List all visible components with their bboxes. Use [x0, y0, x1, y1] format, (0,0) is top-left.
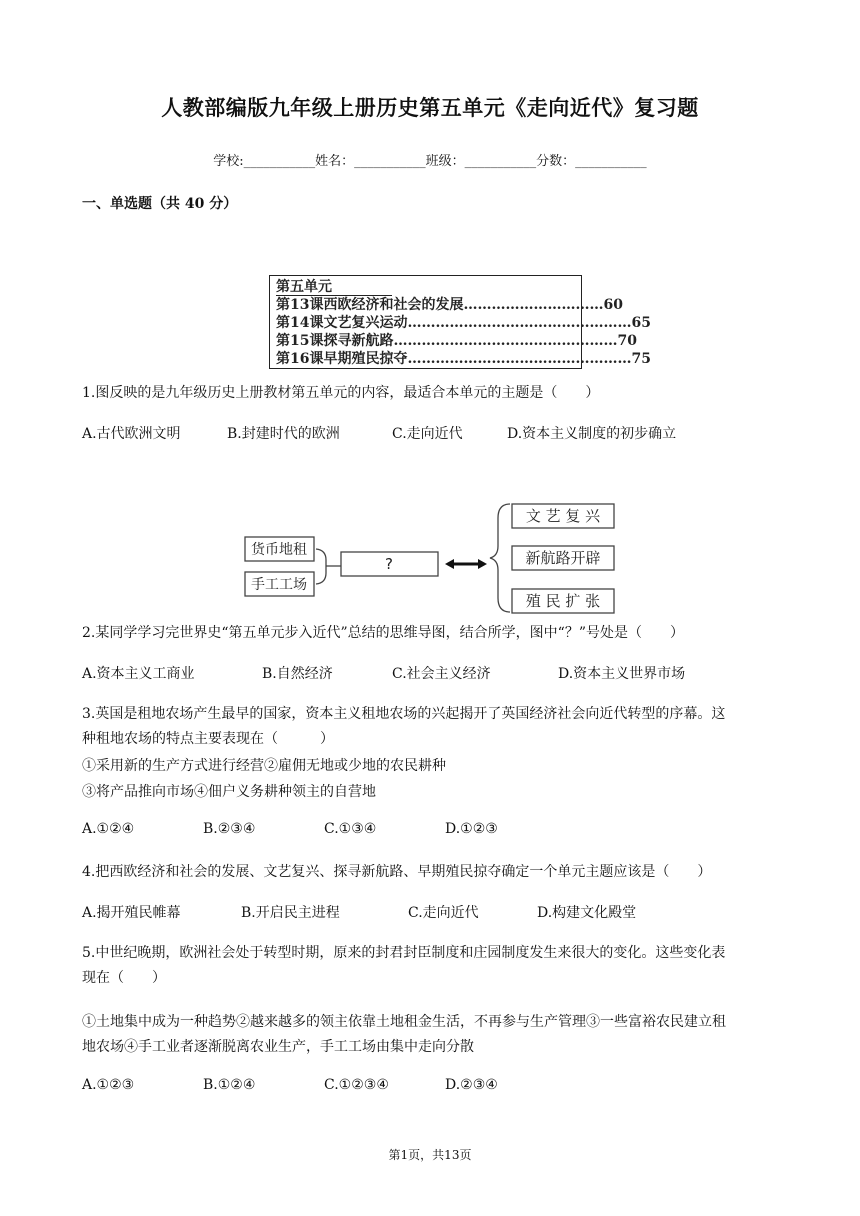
toc-header: 第五单元 [276, 279, 392, 296]
option-c: C.走向近代 [408, 905, 479, 921]
right-brace [490, 504, 510, 612]
option-a: A.揭开殖民帷幕 [82, 905, 181, 921]
option-b: B.①②④ [203, 1077, 256, 1093]
question-5-stem: 5.中世纪晚期，欧洲社会处于转型时期，原来的封君封臣制度和庄园制度发生来很大的变化。这些变化表 [82, 945, 726, 961]
question-3-stem: 3.英国是租地农场产生最早的国家，资本主义租地农场的兴起揭开了英国经济社会向近代转型的序幕。这 [82, 706, 726, 722]
option-a: A.①②③ [82, 1077, 135, 1093]
option-c: C.走向近代 [392, 426, 463, 442]
double-arrow-icon [445, 559, 487, 569]
option-d: D.资本主义制度的初步确立 [507, 426, 677, 442]
option-d: D.构建文化殿堂 [537, 905, 637, 921]
toc-lesson: 第15课 [276, 333, 324, 349]
mindmap-right-label-3: 殖 民 扩 张 [525, 592, 601, 610]
toc-row [276, 350, 651, 368]
page-title: 人教部编版九年级上册历史第五单元《走向近代》复习题 [161, 95, 699, 120]
option-b: B.自然经济 [262, 666, 333, 682]
mindmap-diagram [240, 498, 620, 616]
left-brace [316, 549, 326, 584]
section-heading: 一、单选题（共 40 分） [82, 196, 238, 212]
toc-row [276, 314, 651, 332]
question-3-stem-cont: 种租地农场的特点主要表现在（ ） [82, 731, 334, 747]
option-a: A.①②④ [82, 821, 135, 837]
option-d: D.②③④ [445, 1077, 498, 1093]
option-b: B.封建时代的欧洲 [227, 426, 340, 442]
toc-lesson: 第13课 [276, 297, 324, 313]
question-4-stem: 4.把西欧经济和社会的发展、文艺复兴、探寻新航路、早期殖民掠夺确定一个单元主题应该是（ ） [82, 864, 712, 880]
question-5-items: ①土地集中成为一种趋势②越来越多的领主依靠土地租金生活，不再参与生产管理③一些富裕农民建立租 [82, 1014, 726, 1030]
option-c: C.①②③④ [324, 1077, 389, 1093]
option-a: A.资本主义工商业 [82, 666, 195, 682]
toc-row [276, 332, 637, 350]
toc-lesson: 第14课 [276, 315, 324, 331]
option-b: B.开启民主进程 [241, 905, 340, 921]
question-1-options [82, 423, 676, 443]
toc-row [276, 296, 623, 314]
page-footer: 第1页，共13页 [388, 1148, 472, 1162]
toc-name: 文艺复兴运动………………………………………… [323, 315, 632, 331]
question-5-stem-cont: 现在（ ） [82, 970, 166, 986]
option-a: A.古代欧洲文明 [82, 426, 181, 442]
toc-figure [269, 275, 651, 369]
toc-name: 西欧经济和社会的发展………………………… [323, 297, 604, 313]
question-5-items-cont: 地农场④手工业者逐渐脱离农业生产，手工工场由集中走向分散 [82, 1039, 474, 1055]
option-c: C.社会主义经济 [392, 666, 491, 682]
question-2-options [82, 663, 685, 683]
mindmap-left-label-2: 手工工场 [251, 577, 307, 593]
question-3-options [82, 821, 498, 837]
toc-page: 65 [631, 315, 651, 331]
mindmap-right-label-1: 文 艺 复 兴 [525, 507, 601, 525]
question-1-stem: 1.图反映的是九年级历史上册教材第五单元的内容，最适合本单元的主题是（ ） [82, 385, 600, 401]
toc-page: 75 [631, 351, 651, 367]
toc-name: 探寻新航路………………………………………… [323, 333, 618, 349]
toc-name: 早期殖民掠夺………………………………………… [323, 351, 632, 367]
mindmap-center-label: ? [385, 555, 393, 573]
question-4-options [82, 902, 636, 922]
toc-lesson: 第16课 [276, 351, 324, 367]
toc-page: 70 [617, 333, 637, 349]
mindmap-left-label-1: 货币地租 [251, 542, 307, 558]
toc-page: 60 [603, 297, 623, 313]
option-c: C.①③④ [324, 821, 377, 837]
question-3-items-cont: ③将产品推向市场④佃户义务耕种领主的自营地 [82, 784, 376, 800]
option-b: B.②③④ [203, 821, 256, 837]
question-2-stem: 2.某同学学习完世界史“第五单元步入近代”总结的思维导图，结合所学，图中“？”号处是（ ） [82, 625, 684, 641]
question-5-options [82, 1077, 498, 1093]
student-info-line: 学校:___________姓名：___________班级：___________分数：___________ [213, 154, 647, 169]
option-d: D.资本主义世界市场 [558, 666, 686, 682]
question-3-items: ①采用新的生产方式进行经营②雇佣无地或少地的农民耕种 [82, 758, 446, 774]
mindmap-right-label-2: 新航路开辟 [525, 549, 601, 567]
option-d: D.①②③ [445, 821, 498, 837]
